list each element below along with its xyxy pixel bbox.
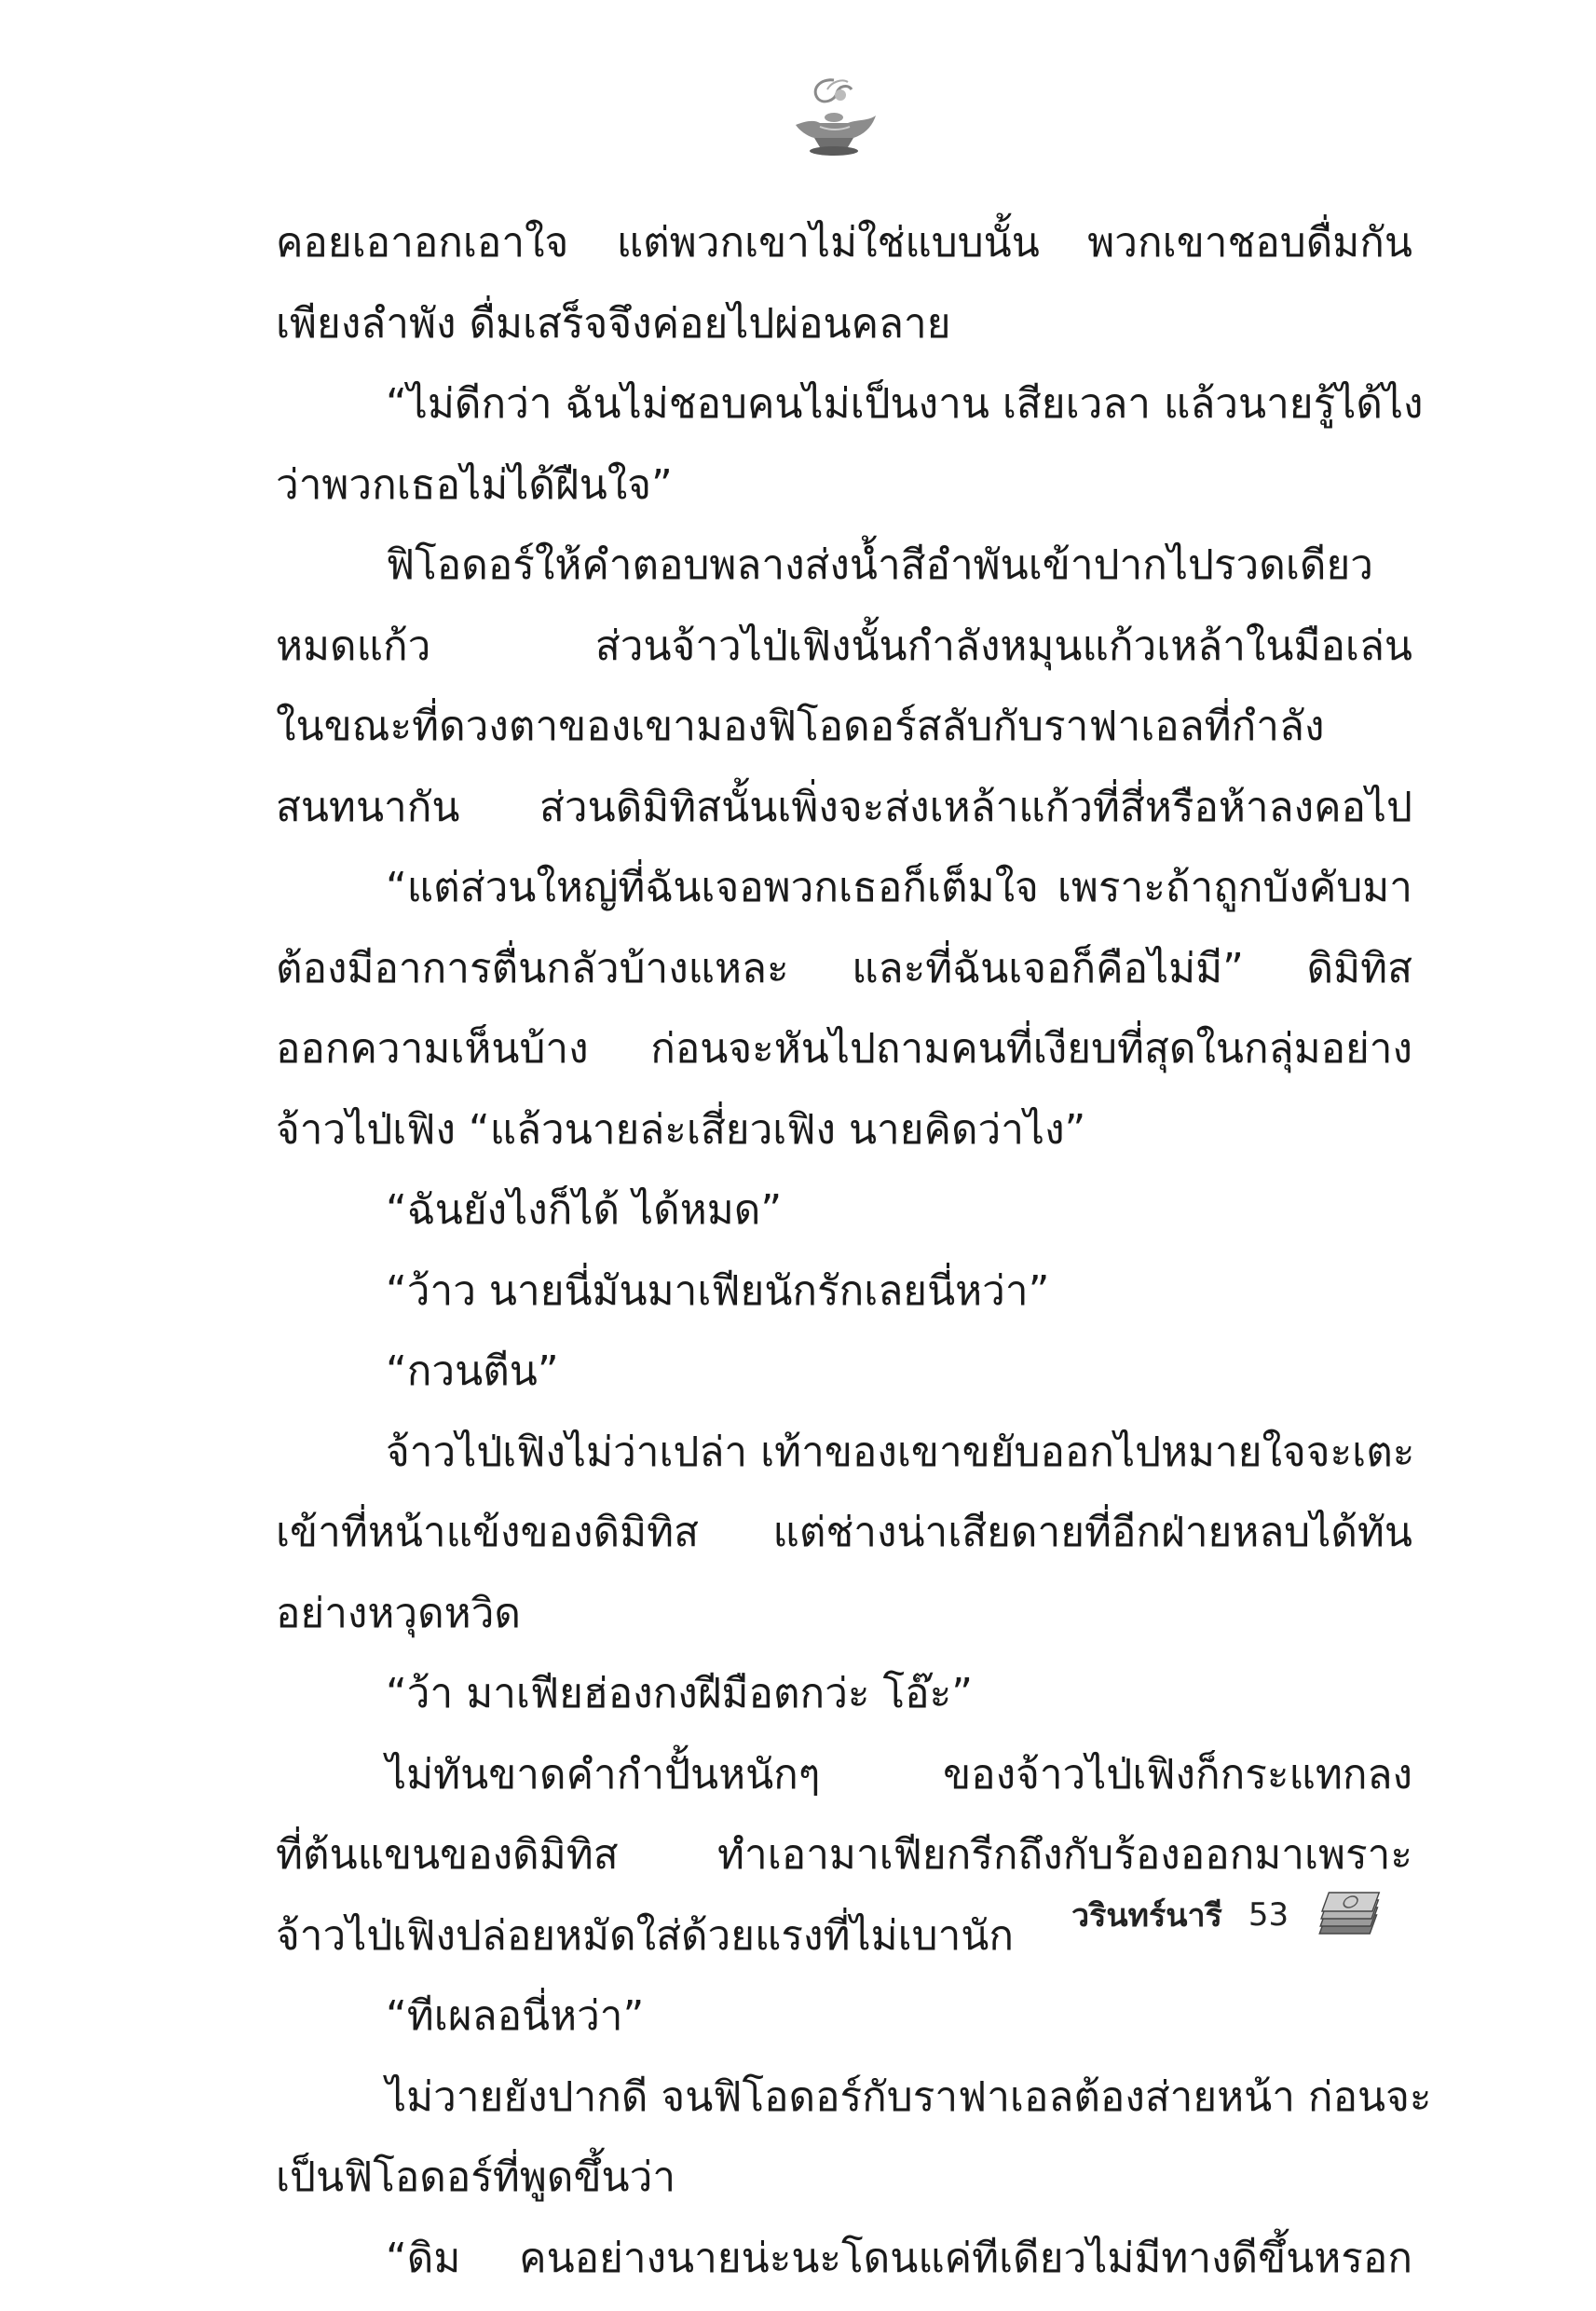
text-line: สนทนากัน ส่วนดิมิทิสนั้นเพิ่งจะส่งเหล้าแก้วที่สี่หรือห้าลงคอไป <box>276 783 1412 831</box>
text-line: “ดิม คนอย่างนายน่ะนะโดนแค่ทีเดียวไม่มีทางดีขึ้นหรอก <box>386 2234 1412 2282</box>
text-line: เพียงลำพัง ดื่มเสร็จจึงค่อยไปผ่อนคลาย <box>276 299 951 348</box>
text-line: ไม่ทันขาดคำกำปั้นหนักๆ ของจ้าวไป่เฟิงก็กระแทกลง <box>386 1750 1412 1798</box>
text-line: อย่างหวุดหวิด <box>276 1589 521 1637</box>
text-line: ฟิโอดอร์ให้คำตอบพลางส่งน้ำสีอำพันเข้าปากไปรวดเดียว <box>386 541 1373 589</box>
text-line: ออกความเห็นบ้าง ก่อนจะหันไปถามคนที่เงียบที่สุดในกลุ่มอย่าง <box>276 1025 1412 1073</box>
text-line: “ฉันยังไงก็ได้ ได้หมด” <box>386 1186 783 1234</box>
magic-lamp-icon <box>783 73 885 162</box>
text-line: ในขณะที่ดวงตาของเขามองฟิโอดอร์สลับกับราฟาเอลที่กำลัง <box>276 703 1325 750</box>
text-line: ที่ต้นแขนของดิมิทิส ทำเอามาเฟียกรีกถึงกับร้องออกมาเพราะ <box>276 1831 1412 1879</box>
text-line: “กวนตีน” <box>386 1347 559 1395</box>
text-line: ต้องมีอาการตื่นกลัวบ้างแหละ และที่ฉันเจอก็คือไม่มี” ดิมิทิส <box>276 944 1412 992</box>
text-line: “ว้า มาเฟียฮ่องกงฝีมือตกว่ะ โอ๊ะ” <box>386 1670 974 1717</box>
text-line: “ทีเผลอนี่หว่า” <box>386 1992 645 2040</box>
text-line: จ้าวไป่เฟิง “แล้วนายล่ะเสี่ยวเฟิง นายคิดว่าไง” <box>276 1105 1086 1154</box>
text-line: คอยเอาอกเอาใจ แต่พวกเขาไม่ใช่แบบนั้น พวกเขาชอบดื่มกัน <box>276 219 1412 267</box>
text-line: เข้าที่หน้าแข้งของดิมิทิส แต่ช่างน่าเสียดายที่อีกฝ่ายหลบได้ทัน <box>276 1509 1412 1556</box>
text-line: “ว้าว นายนี่มันมาเฟียนักรักเลยนี่หว่า” <box>386 1266 1050 1315</box>
text-line: หมดแก้ว ส่วนจ้าวไป่เฟิงนั้นกำลังหมุนแก้วเหล้าในมือเล่น <box>276 622 1412 670</box>
text-line: ว่าพวกเธอไม่ได้ฝืนใจ” <box>276 460 673 509</box>
page-footer <box>1071 1887 1389 1943</box>
page-number: 53 <box>1248 1896 1289 1934</box>
book-title: วรินทร์นารี <box>1071 1897 1222 1935</box>
text-line: “ไม่ดีกว่า ฉันไม่ชอบคนไม่เป็นงาน เสียเวลา แล้วนายรู้ได้ไง <box>386 380 1424 428</box>
text-line: จ้าวไป่เฟิงไม่ว่าเปล่า เท้าของเขาขยับออกไปหมายใจจะเตะ <box>386 1428 1415 1476</box>
text-line: จ้าวไป่เฟิงปล่อยหมัดใส่ด้วยแรงที่ไม่เบานัก <box>276 1911 1015 1960</box>
money-stack-icon <box>1315 1891 1389 1939</box>
text-line: ไม่วายยังปากดี จนฟิโอดอร์กับราฟาเอลต้องส่ายหน้า ก่อนจะ <box>386 2072 1432 2121</box>
text-line: เป็นฟิโอดอร์ที่พูดขึ้นว่า <box>276 2154 676 2201</box>
text-line: “แต่ส่วนใหญ่ที่ฉันเจอพวกเธอก็เต็มใจ เพราะถ้าถูกบังคับมา <box>386 864 1412 911</box>
body-text <box>276 203 1432 2299</box>
